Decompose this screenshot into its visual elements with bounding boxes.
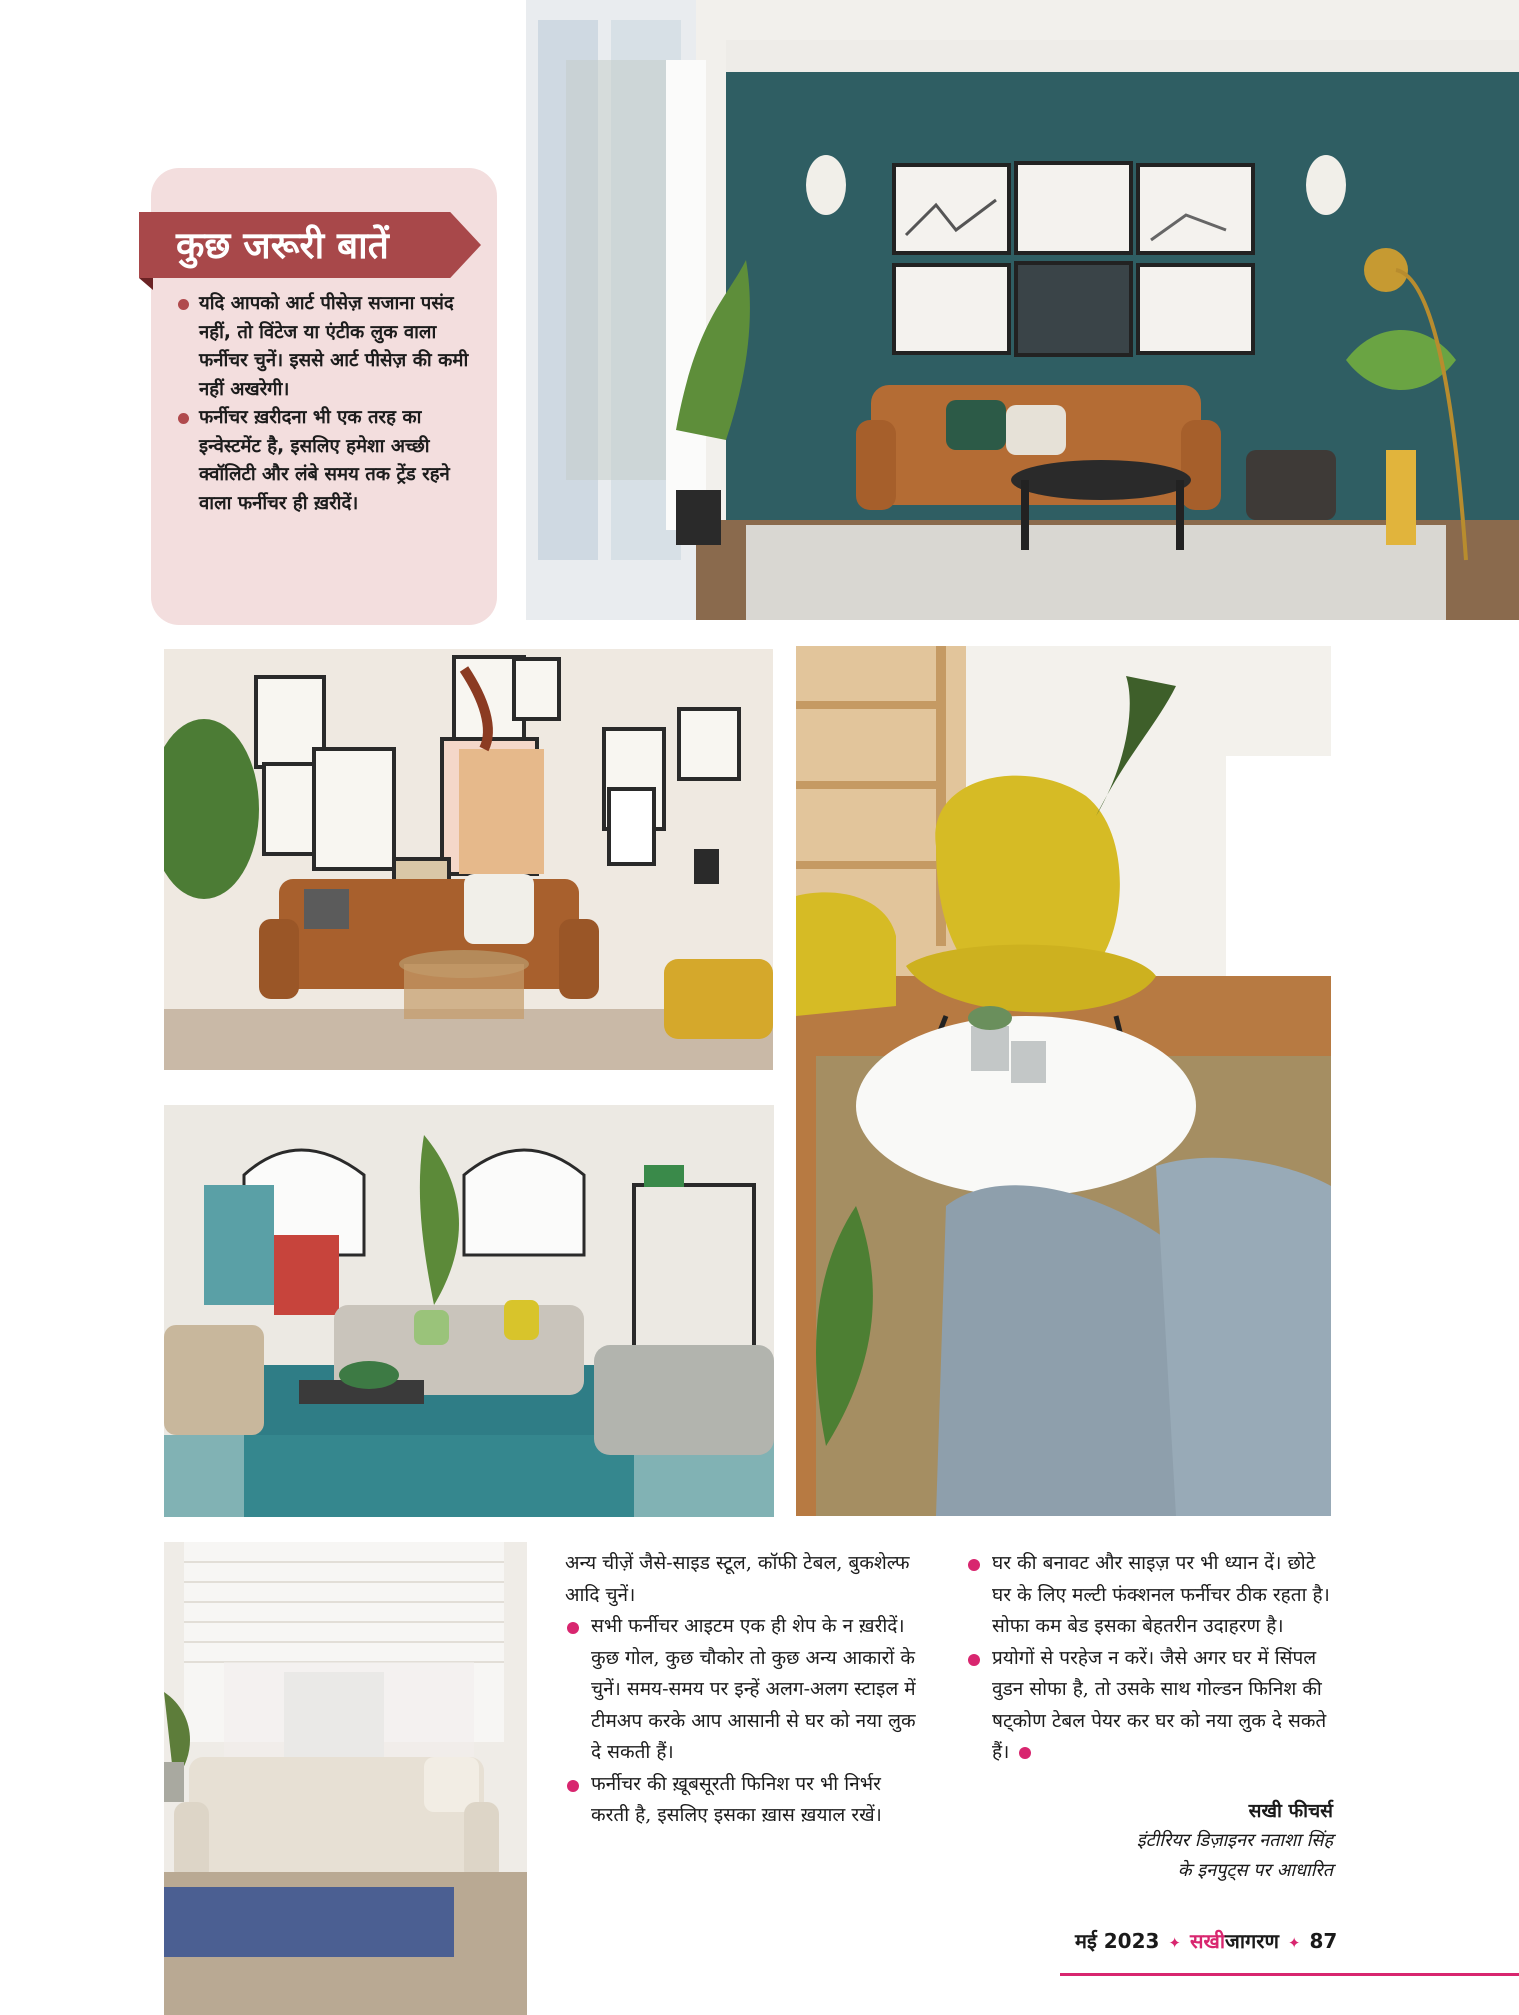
page-number: 87 [1309, 1929, 1338, 1953]
article-column-1 [565, 1548, 923, 1832]
tips-item: यदि आपको आर्ट पीसेज़ सजाना पसंद नहीं, तो विंटेज या एंटीक लुक वाला फर्नीचर चुनें। इससे आर्ट पीसेज़ की कमी नहीं अखरेगी। [175, 290, 475, 404]
tips-item: फर्नीचर ख़रीदना भी एक तरह का इन्वेस्टमेंट है, इसलिए हमेशा अच्छी क्वॉलिटी और लंबे समय तक ट्रेंड रहने वाला फर्नीचर ही ख़रीदें। [175, 404, 475, 518]
tips-title: कुछ जरूरी बातें [176, 224, 389, 267]
star-icon: ✦ [1168, 1934, 1181, 1952]
arched-window-living-room-photo [164, 1105, 774, 1517]
gallery-wall-photo [164, 649, 773, 1070]
footer-brand-2: जागरण [1225, 1929, 1279, 1953]
star-icon: ✦ [1287, 1934, 1301, 1952]
credit-line-2: के इनपुट्स पर आधारित [1177, 1860, 1333, 1881]
credit-line-1: इंटीरियर डिज़ाइनर नताशा सिंह [1136, 1830, 1333, 1851]
tips-list [175, 290, 475, 518]
page-footer [1075, 1924, 1337, 1958]
footer-rule [1060, 1973, 1519, 1976]
article-bullet: सभी फर्नीचर आइटम एक ही शेप के न ख़रीदें। कुछ गोल, कुछ चौकोर तो कुछ अन्य आकारों के चुनें। समय-समय पर इन्हें अलग-अलग स्टाइल में टीमअप करके आप आसानी से घर को नया लुक दे सकती हैं। [565, 1611, 923, 1769]
article-column-2 [966, 1548, 1334, 1769]
cream-sofa-photo [164, 1542, 527, 2015]
footer-date: मई 2023 [1075, 1929, 1160, 1953]
hero-living-room-photo [526, 0, 1519, 620]
article-bullet [966, 1643, 1334, 1769]
article-bullet: घर की बनावट और साइज़ पर भी ध्यान दें। छोटे घर के लिए मल्टी फंक्शनल फर्नीचर ठीक रहता है। सोफा कम बेड इसका बेहतरीन उदाहरण है। [966, 1548, 1334, 1643]
article-bullet: फर्नीचर की ख़ूबसूरती फिनिश पर भी निर्भर करती है, इसलिए इसका ख़ास ख़याल रखें। [565, 1769, 923, 1832]
end-mark-icon [1019, 1747, 1031, 1759]
article-intro: अन्य चीज़ें जैसे-साइड स्टूल, कॉफी टेबल, बुकशेल्फ आदि चुनें। [565, 1552, 910, 1606]
credit-name: सखी फीचर्स [1248, 1800, 1333, 1822]
article-credit [1137, 1796, 1333, 1886]
yellow-chair-photo [796, 646, 1331, 1516]
footer-brand-1: सखी [1189, 1929, 1225, 1953]
article-bullet-text: प्रयोगों से परहेज न करें। जैसे अगर घर में सिंपल वुडन सोफा है, तो उसके साथ गोल्डन फिनिश की षट्कोण टेबल पेयर कर घर को नया लुक दे सकते हैं। [992, 1646, 1327, 1763]
